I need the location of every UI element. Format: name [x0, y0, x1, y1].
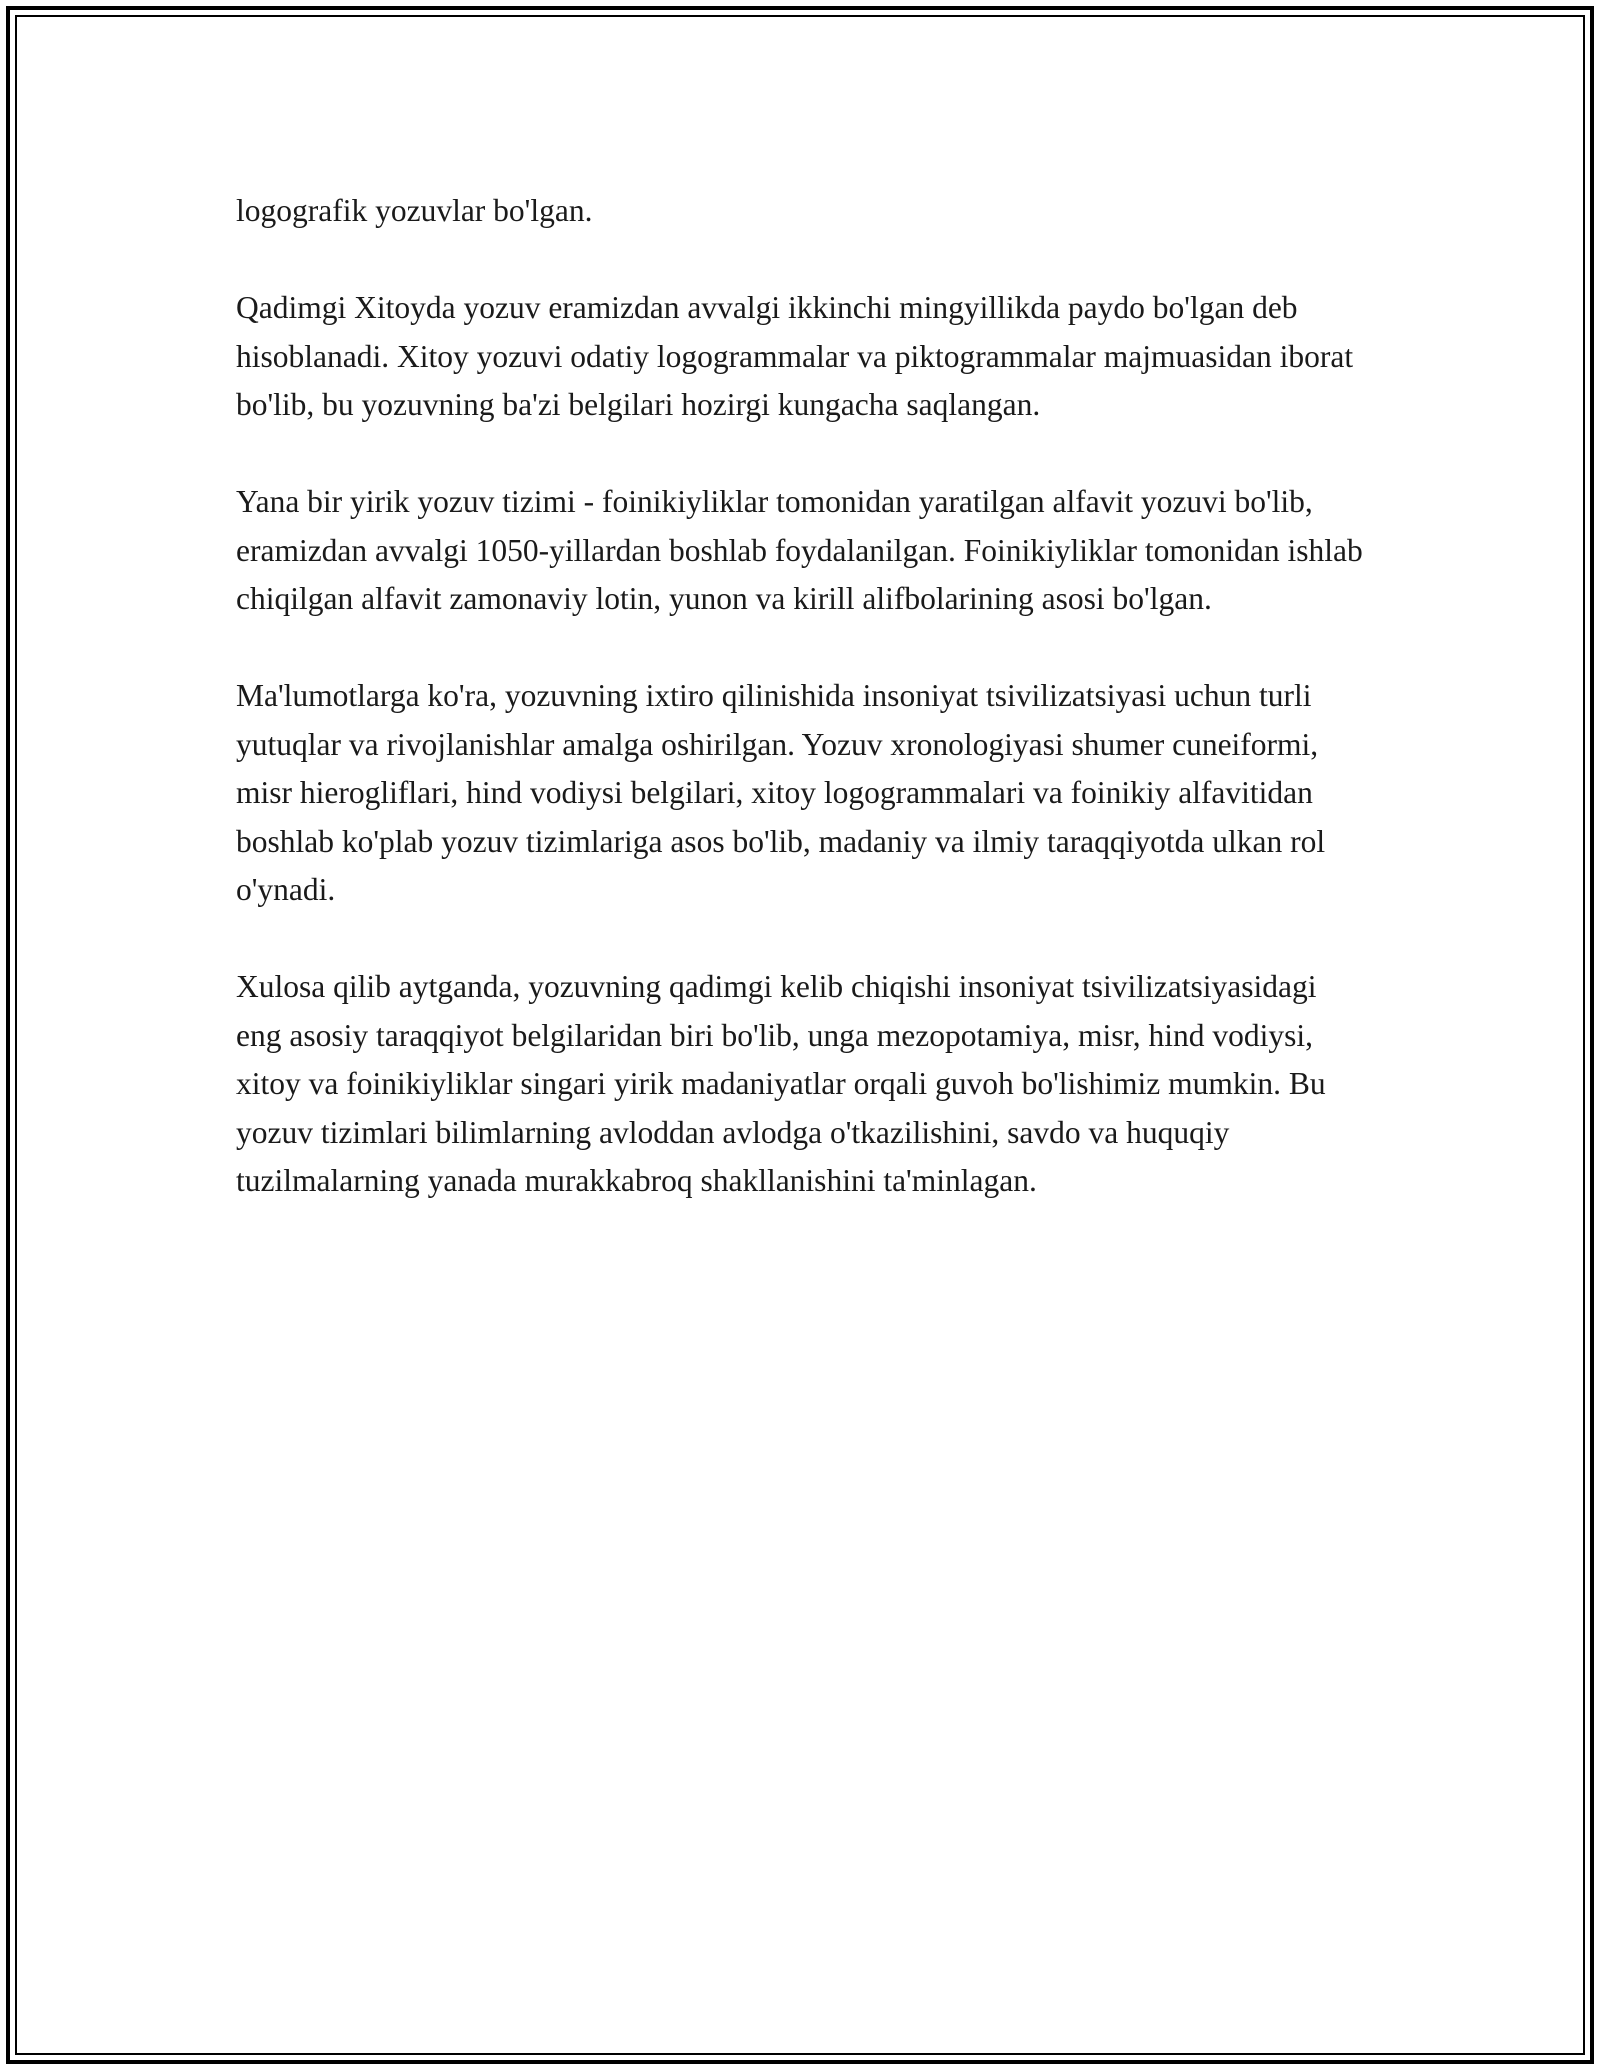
document-body [236, 187, 1366, 1206]
paragraph-4: Ma'lumotlarga ko'ra, yozuvning ixtiro qilinishida insoniyat tsivilizatsiyasi uchun turli yutuqlar va rivojlanishlar amalga oshirilgan. Yozuv xronologiyasi shumer cuneiformi, misr hierogliflari, hind vodiysi belgilari, xitoy logogrammalari va foinikiy alfavitidan boshlab ko'plab yozuv tizimlariga asos bo'lib, madaniy va ilmiy taraqqiyotda ulkan rol o'ynadi. [236, 678, 1326, 907]
paragraph-1: logografik yozuvlar bo'lgan. [236, 193, 593, 228]
paragraph-5: Xulosa qilib aytganda, yozuvning qadimgi kelib chiqishi insoniyat tsivilizatsiyasidagi eng asosiy taraqqiyot belgilaridan biri bo'lib, unga mezopotamiya, misr, hind vodiysi, xitoy va foinikiyliklar singari yirik madaniyatlar orqali guvoh bo'lishimiz mumkin. Bu yozuv tizimlari bilimlarning avloddan avlodga o'tkazilishini, savdo va huquqiy tuzilmalarning yanada murakkabroq shakllanishini ta'minlagan. [236, 969, 1326, 1198]
paragraph-3: Yana bir yirik yozuv tizimi - foinikiyliklar tomonidan yaratilgan alfavit yozuvi bo'lib, eramizdan avvalgi 1050-yillardan boshlab foydalanilgan. Foinikiyliklar tomonidan ishlab chiqilgan alfavit zamonaviy lotin, yunon va kirill alifbolarining asosi bo'lgan. [236, 484, 1363, 616]
paragraph-2: Qadimgi Xitoyda yozuv eramizdan avvalgi ikkinchi mingyillikda paydo bo'lgan deb hisoblanadi. Xitoy yozuvi odatiy logogrammalar va piktogrammalar majmuasidan iborat bo'lib, bu yozuvning ba'zi belgilari hozirgi kungacha saqlangan. [236, 290, 1354, 422]
